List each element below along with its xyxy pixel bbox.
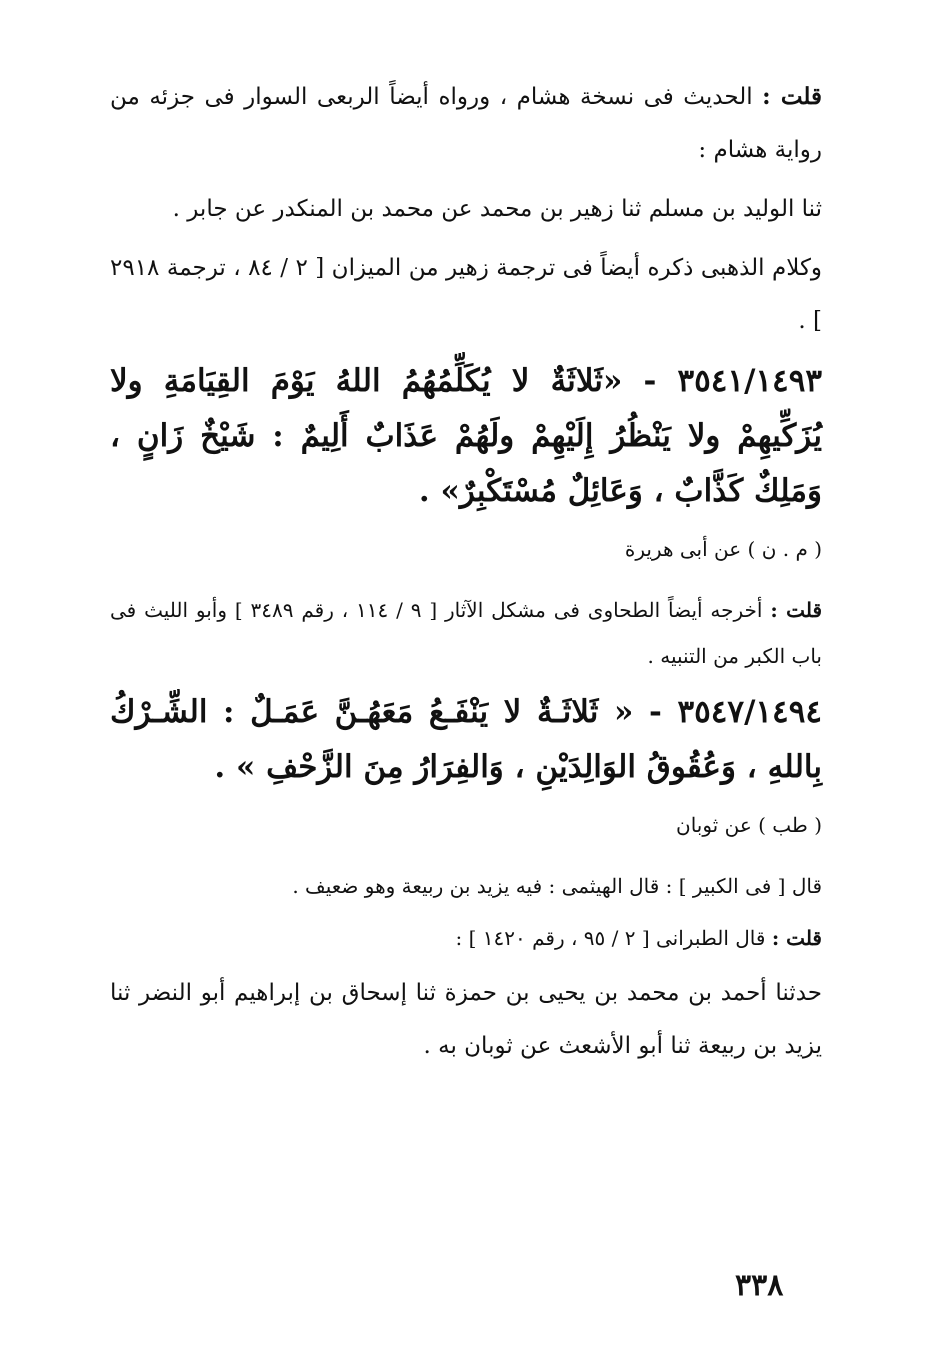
paragraph-text: وكلام الذهبى ذكره أيضاً فى ترجمة زهير من الميزان [ ٢ / ٨٤ ، ترجمة ٢٩١٨ ] . bbox=[110, 255, 823, 334]
paragraph-lead: قلت : bbox=[762, 83, 823, 110]
paragraph-text: ثنا الوليد بن مسلم ثنا زهير بن محمد عن محمد بن المنكدر عن جابر . bbox=[172, 196, 822, 222]
page-number: ٣٣٨ bbox=[735, 1268, 784, 1303]
source-text: ( طب ) عن ثوبان bbox=[676, 813, 822, 837]
page-body bbox=[110, 70, 822, 1079]
paragraph-lead: قلت : bbox=[771, 926, 822, 950]
paragraph-text: قال [ فى الكبير ] : قال الهيثمى : فيه يزيد بن ربيعة وهو ضعيف . bbox=[292, 874, 822, 898]
paragraph-5 bbox=[110, 863, 822, 909]
paragraph-4 bbox=[110, 587, 822, 679]
paragraph-lead: قلت : bbox=[770, 598, 823, 622]
hadith-source bbox=[110, 529, 822, 569]
paragraph-3 bbox=[110, 242, 822, 348]
hadith-text: ٣٥٤١/١٤٩٣ - «ثَلاثَةٌ لا يُكَلِّمُهُمُ اللهُ يَوْمَ القِيَامَةِ ولا يُزَكِّيهِمْ ولا يَنْظُرُ إِلَيْهِمْ ولَهُمْ عَذَابٌ أَلِيمٌ : شَيْخٌ زَانٍ ، وَمَلِكٌ كَذَّابٌ ، وَعَائِلٌ مُسْتَكْبِرٌ» . bbox=[110, 363, 822, 509]
paragraph-text: قال الطبرانى [ ٢ / ٩٥ ، رقم ١٤٢٠ ] : bbox=[455, 926, 766, 950]
hadith-1493 bbox=[110, 354, 822, 519]
paragraph-1 bbox=[110, 70, 822, 177]
paragraph-7 bbox=[110, 967, 822, 1073]
source-text: ( م . ن ) عن أبى هريرة bbox=[624, 537, 822, 561]
hadith-source bbox=[110, 805, 822, 845]
paragraph-text: الحديث فى نسخة هشام ، ورواه أيضاً الربعى السوار فى جزئه من رواية هشام : bbox=[110, 84, 822, 163]
paragraph-2 bbox=[110, 183, 822, 236]
paragraph-text: أخرجه أيضاً الطحاوى فى مشكل الآثار [ ٩ / ١١٤ ، رقم ٣٤٨٩ ] وأبو الليث فى باب الكبر من التنبيه . bbox=[110, 598, 822, 668]
paragraph-text: حدثنا أحمد بن محمد بن يحيى بن حمزة ثنا إسحاق بن إبراهيم أبو النضر ثنا يزيد بن ربيعة ثنا أبو الأشعث عن ثوبان به . bbox=[110, 980, 822, 1059]
hadith-text: ٣٥٤٧/١٤٩٤ - « ثَلاثَـةٌ لا يَنْفَـعُ مَعَهُـنَّ عَمَـلٌ : الشِّـرْكُ بِاللهِ ، وَعُقُوقُ الوَالِدَيْنِ ، وَالفِرَارُ مِنَ الزَّحْفِ » . bbox=[110, 694, 822, 785]
hadith-1494 bbox=[110, 685, 822, 795]
paragraph-6 bbox=[110, 915, 822, 961]
